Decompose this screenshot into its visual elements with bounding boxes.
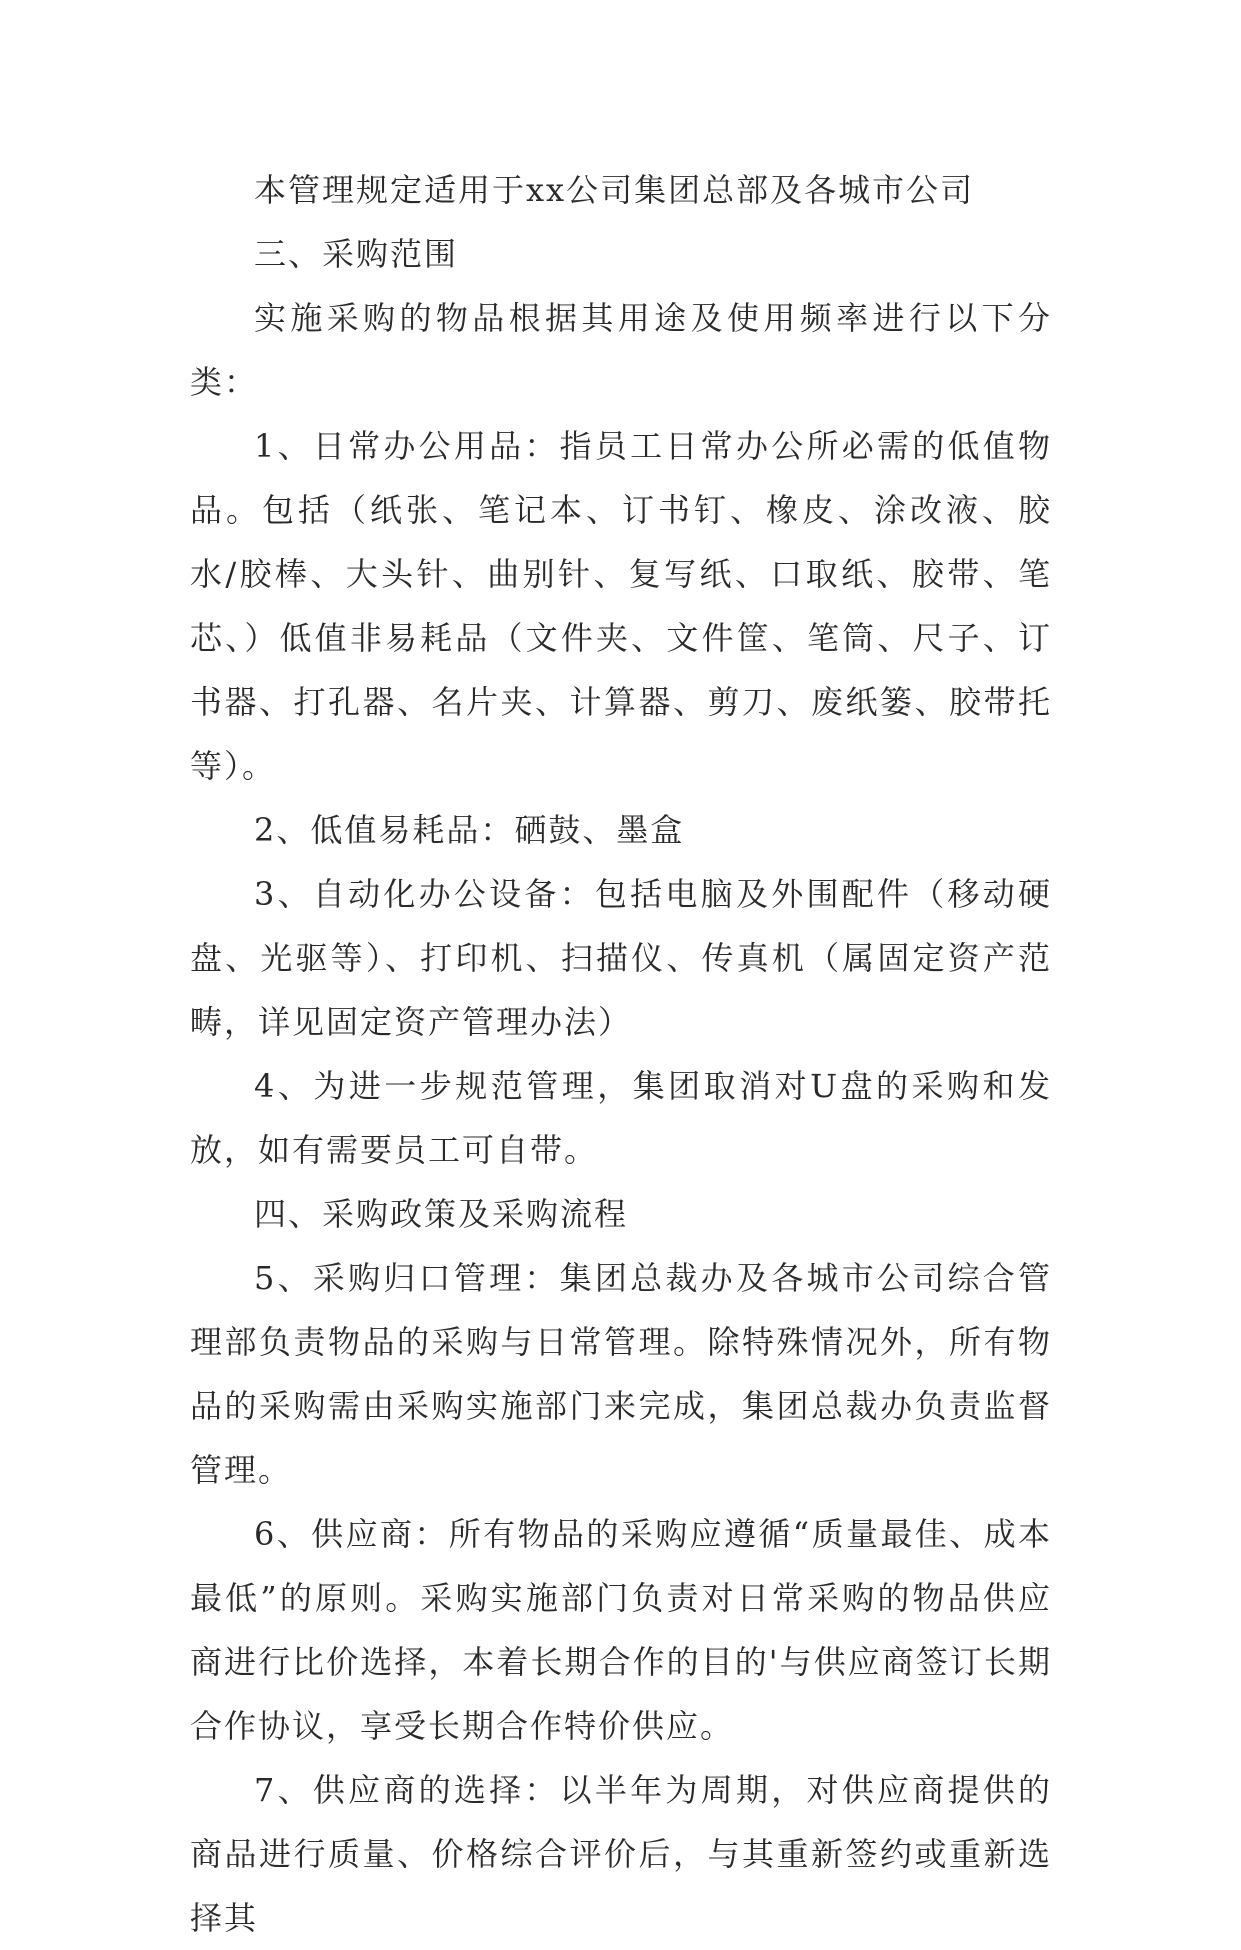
item-3-office-equipment: 3、自动化办公设备：包括电脑及外围配件（移动硬盘、光驱等）、打印机、扫描仪、传真机（属固定资产范畴，详见固定资产管理办法）	[190, 875, 1052, 1041]
classification-intro-paragraph: 实施采购的物品根据其用途及使用频率进行以下分类：	[190, 299, 1052, 401]
item-7-supplier-selection: 7、供应商的选择：以半年为周期，对供应商提供的商品进行质量、价格综合评价后，与其重新签约或重新选择其	[190, 1771, 1052, 1937]
item-4-usb-policy: 4、为进一步规范管理，集团取消对U盘的采购和发放，如有需要员工可自带。	[190, 1067, 1052, 1169]
document-body	[190, 158, 1052, 1950]
item-5-centralized-management: 5、采购归口管理：集团总裁办及各城市公司综合管理部负责物品的采购与日常管理。除特殊情况外，所有物品的采购需由采购实施部门来完成，集团总裁办负责监督管理。	[190, 1259, 1052, 1489]
section-heading-procurement-scope: 三、采购范围	[254, 235, 459, 273]
item-6-suppliers: 6、供应商：所有物品的采购应遵循“质量最佳、成本最低”的原则。采购实施部门负责对日常采购的物品供应商进行比价选择，本着长期合作的目的'与供应商签订长期合作协议，享受长期合作特价供应。	[190, 1515, 1052, 1745]
section-heading-policy-and-process: 四、采购政策及采购流程	[254, 1195, 629, 1233]
item-2-consumables: 2、低值易耗品：硒鼓、墨盒	[254, 811, 685, 849]
scope-paragraph: 本管理规定适用于xx公司集团总部及各城市公司	[254, 171, 975, 209]
item-1-daily-office-supplies: 1、日常办公用品：指员工日常办公所必需的低值物品。包括（纸张、笔记本、订书钉、橡皮、涂改液、胶水/胶棒、大头针、曲别针、复写纸、口取纸、胶带、笔芯、）低值非易耗品（文件夹、文件筐、笔筒、尺子、订书器、打孔器、名片夹、计算器、剪刀、废纸篓、胶带托等）。	[190, 427, 1052, 785]
